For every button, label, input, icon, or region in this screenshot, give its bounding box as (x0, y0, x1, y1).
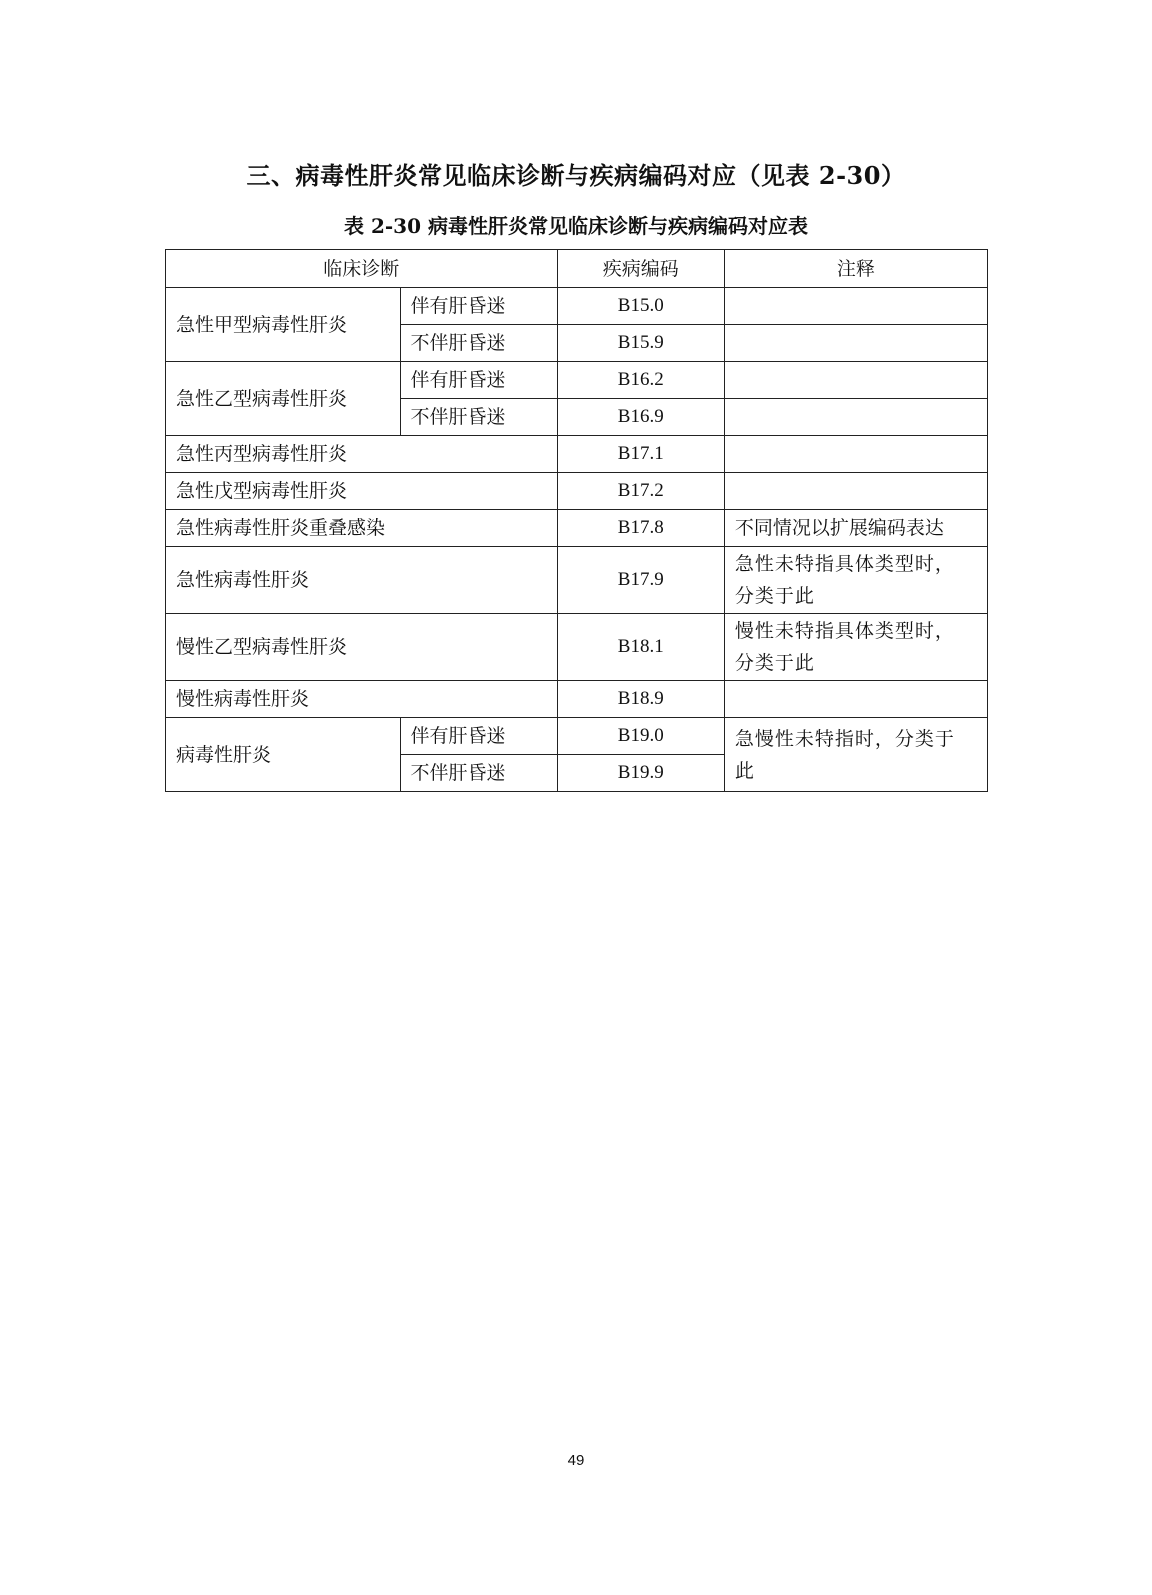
header-diagnosis: 临床诊断 (166, 250, 558, 288)
code-cell: B17.1 (557, 436, 724, 473)
note-cell: 不同情况以扩展编码表达 (724, 510, 987, 547)
sub-condition-cell: 伴有肝昏迷 (400, 288, 557, 325)
table-row (166, 547, 988, 614)
code-cell: B15.9 (557, 325, 724, 362)
note-line: 分类于此 (734, 585, 815, 607)
diagnosis-cell: 急性甲型病毒性肝炎 (166, 288, 401, 362)
table-header-row (166, 250, 988, 288)
table-row (166, 681, 988, 718)
table-row (166, 473, 988, 510)
sub-condition-cell: 不伴肝昏迷 (400, 755, 557, 792)
code-cell: B16.9 (557, 399, 724, 436)
sub-condition-cell: 伴有肝昏迷 (400, 718, 557, 755)
diagnosis-cell: 急性病毒性肝炎 (166, 547, 558, 614)
table-row (166, 614, 988, 681)
header-note: 注释 (724, 250, 987, 288)
table-row (166, 362, 988, 399)
note-line: 急慢性未特指时，分类于 (734, 727, 955, 750)
code-cell: B17.8 (557, 510, 724, 547)
diagnosis-cell: 慢性病毒性肝炎 (166, 681, 558, 718)
code-cell: B19.9 (557, 755, 724, 792)
header-code: 疾病编码 (557, 250, 724, 288)
note-cell (724, 288, 987, 325)
sub-condition-cell: 不伴肝昏迷 (400, 399, 557, 436)
diagnosis-cell: 急性乙型病毒性肝炎 (166, 362, 401, 436)
diagnosis-cell: 慢性乙型病毒性肝炎 (166, 614, 558, 681)
note-cell (724, 473, 987, 510)
note-cell (724, 718, 987, 792)
code-cell: B18.1 (557, 614, 724, 681)
diagnosis-cell: 急性病毒性肝炎重叠感染 (166, 510, 558, 547)
diagnosis-cell: 病毒性肝炎 (166, 718, 401, 792)
sub-condition-cell: 不伴肝昏迷 (400, 325, 557, 362)
sub-condition-cell: 伴有肝昏迷 (400, 362, 557, 399)
table-row (166, 718, 988, 755)
section-heading: 三、病毒性肝炎常见临床诊断与疾病编码对应（见表 2-30） (246, 161, 906, 190)
code-cell: B15.0 (557, 288, 724, 325)
table-row (166, 436, 988, 473)
note-cell (724, 399, 987, 436)
diagnosis-cell: 急性戊型病毒性肝炎 (166, 473, 558, 510)
note-cell (724, 325, 987, 362)
note-cell (724, 436, 987, 473)
page-number: 49 (567, 1452, 585, 1469)
diagnosis-code-table (165, 249, 988, 792)
table-row (166, 288, 988, 325)
code-cell: B18.9 (557, 681, 724, 718)
note-cell (724, 547, 987, 614)
diagnosis-cell: 急性丙型病毒性肝炎 (166, 436, 558, 473)
table-caption: 表 2-30 病毒性肝炎常见临床诊断与疾病编码对应表 (344, 214, 808, 238)
code-cell: B17.2 (557, 473, 724, 510)
code-cell: B16.2 (557, 362, 724, 399)
note-cell (724, 681, 987, 718)
note-line: 急性未特指具体类型时， (734, 553, 955, 575)
note-line: 慢性未特指具体类型时， (734, 620, 955, 642)
table-row (166, 510, 988, 547)
note-cell (724, 362, 987, 399)
note-line: 此 (734, 759, 755, 782)
note-line: 分类于此 (734, 652, 815, 674)
code-cell: B17.9 (557, 547, 724, 614)
note-cell (724, 614, 987, 681)
code-cell: B19.0 (557, 718, 724, 755)
